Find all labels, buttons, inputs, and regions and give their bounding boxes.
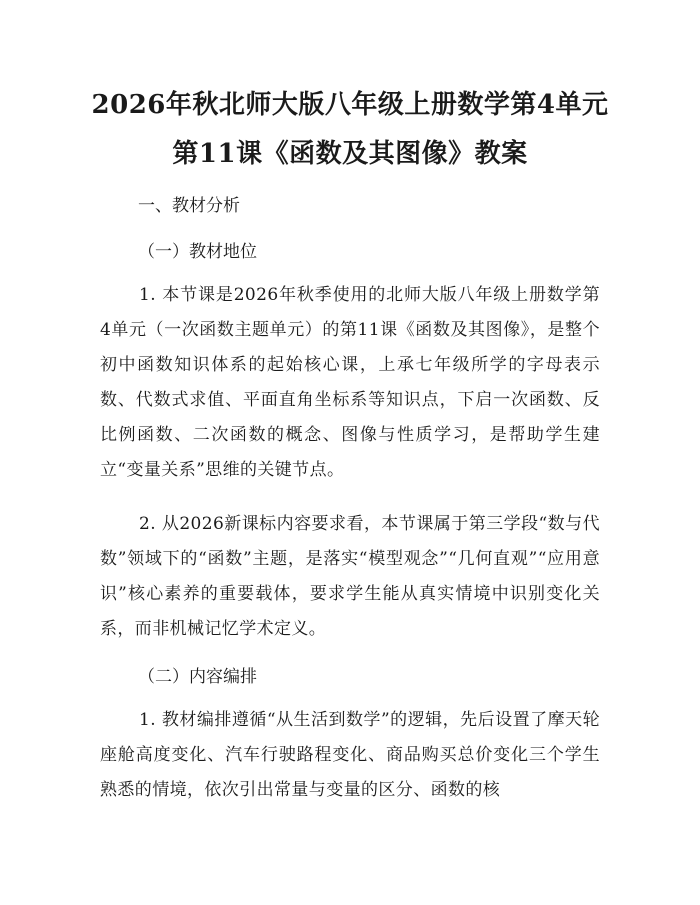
subsection-heading-content-arrangement: （二）内容编排 (138, 667, 257, 687)
subsection-heading-textbook-status: （一）教材地位 (138, 242, 257, 262)
paragraph-content-arrangement-1: 1. 教材编排遵循“从生活到数学”的逻辑，先后设置了摩天轮座舱高度变化、汽车行驶路程变化、商品购买总价变化三个学生熟悉的情境，依次引出常量与变量的区分、函数的核 (100, 710, 600, 800)
section-heading-textbook-analysis: 一、教材分析 (138, 196, 240, 216)
document-title-line-2: 第11课《函数及其图像》教案 (172, 139, 528, 169)
paragraph-textbook-status-2: 2. 从2026新课标内容要求看，本节课属于第三学段“数与代数”领域下的“函数”主题，是落实“模型观念”“几何直观”“应用意识”核心素养的重要载体，要求学生能从真实情境中识别变化关系，而非机械记忆学术定义。 (100, 514, 600, 639)
document-title-line-1: 2026年秋北师大版八年级上册数学第4单元 (91, 90, 609, 120)
paragraph-textbook-status-1: 1. 本节课是2026年秋季使用的北师大版八年级上册数学第4单元（一次函数主题单元）的第11课《函数及其图像》，是整个初中函数知识体系的起始核心课，上承七年级所学的字母表示数、代数式求值、平面直角坐标系等知识点，下启一次函数、反比例函数、二次函数的概念、图像与性质学习，是帮助学生建立“变量关系”思维的关键节点。 (100, 285, 600, 480)
